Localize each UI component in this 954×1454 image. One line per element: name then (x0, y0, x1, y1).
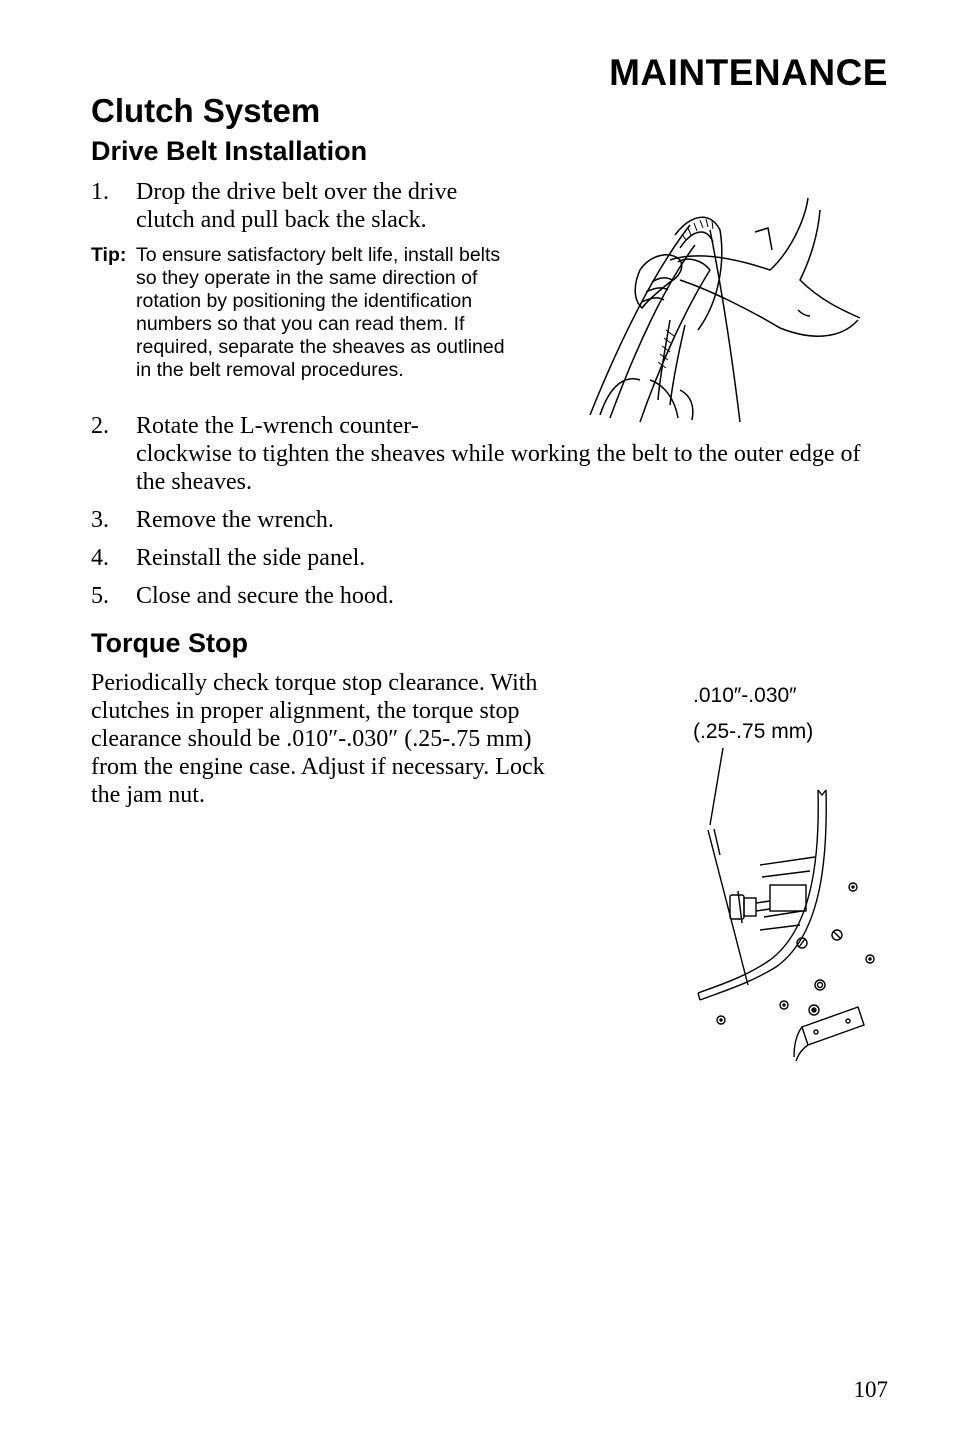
step-2-text-line1: Rotate the L-wrench counter- (136, 413, 419, 439)
torque-stop-body: Periodically check torque stop clearance. With clutches in proper alignment, the torque stop clearance should be .010″-.030″ (.25-.75 mm) from the engine case. Adjust if necessary. Lock the jam nut. (91, 670, 545, 808)
step-1-number: 1. (91, 179, 109, 205)
drive-belt-illustration (580, 190, 870, 425)
step-2-text-rest: clockwise to tighten the sheaves while working the belt to the outer edge of the sheaves. (136, 441, 861, 495)
tip-label: Tip: (91, 244, 127, 266)
step-5-number: 5. (91, 583, 109, 609)
clearance-dimension-label (693, 678, 813, 750)
page-number: 107 (853, 1377, 888, 1402)
step-3 (91, 506, 891, 534)
clearance-dimension-inches: .010″-.030″ (693, 684, 797, 707)
torque-stop-illustration (690, 745, 890, 1065)
clearance-dimension-mm: (.25-.75 mm) (693, 720, 814, 743)
step-3-number: 3. (91, 507, 109, 533)
section-title: Clutch System (91, 92, 321, 129)
tip-text: To ensure satisfactory belt life, install belts so they operate in the same direction of rotation by positioning the identification numbers so that you can read them. If required, separate the sheaves as outlined in the belt removal procedures. (136, 244, 505, 381)
page-header-title: MAINTENANCE (609, 52, 888, 93)
tip-note (91, 244, 521, 382)
step-2-number: 2. (91, 413, 109, 439)
step-4-number: 4. (91, 545, 109, 571)
torque-stop-heading: Torque Stop (91, 628, 248, 658)
drive-belt-heading: Drive Belt Installation (91, 136, 368, 166)
step-5 (91, 582, 891, 610)
step-1-text: Drop the drive belt over the drive clutch and pull back the slack. (136, 179, 458, 233)
step-3-text: Remove the wrench. (136, 507, 334, 533)
step-4 (91, 544, 891, 572)
step-1 (91, 178, 521, 234)
step-5-text: Close and secure the hood. (136, 583, 394, 609)
step-4-text: Reinstall the side panel. (136, 545, 366, 571)
